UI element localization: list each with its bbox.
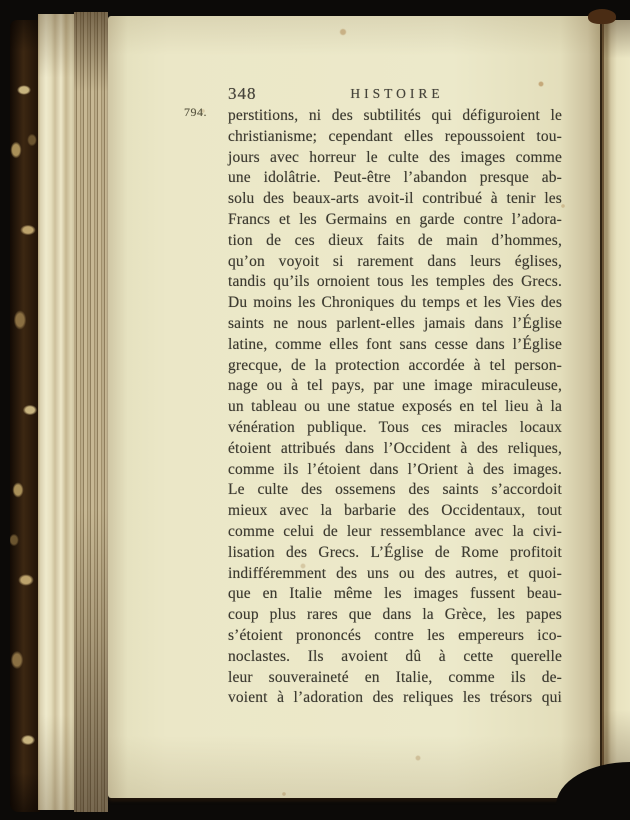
left-page — [108, 16, 600, 798]
body-text — [228, 106, 562, 709]
text-line: lisation des Grecs. L’Église de Rome profitoit — [228, 543, 562, 561]
text-line: voient à l’adoration des reliques les trésors qui — [228, 689, 562, 707]
text-line: qu’on voyoit si rarement dans leurs églises, — [228, 252, 562, 270]
text-line: comme ils l’étoient dans l’Orient à des images. — [228, 460, 562, 478]
page-headline — [228, 84, 562, 104]
text-line: une idolâtrie. Peut-être l’abandon presque ab- — [228, 169, 562, 187]
text-line: coup plus rares que dans la Grèce, les papes — [228, 606, 562, 624]
text-line: Le culte des ossemens des saints s’accordoit — [228, 481, 562, 499]
text-line: solu des beaux-arts avoit-il contribué à tenir les — [228, 190, 562, 208]
binding-corner — [588, 9, 616, 24]
text-line: leur souveraineté en Italie, comme ils de- — [228, 668, 562, 686]
text-line: grecque, de la protection accordée à tel person- — [228, 356, 562, 374]
text-column — [228, 84, 562, 709]
text-line: étoient attribués dans l’Occident à des reliques, — [228, 439, 562, 457]
page-edge-stack — [74, 12, 108, 812]
page-fore-edges — [38, 14, 74, 810]
running-header: HISTOIRE — [350, 86, 444, 101]
marbled-spine-edge — [10, 20, 40, 812]
text-line: tandis qu’ils ornoient tous les temples des Grecs. — [228, 273, 562, 291]
text-line: jours avec horreur le culte des images comme — [228, 148, 562, 166]
text-line: noclastes. Ils avoient dû à cette querelle — [228, 647, 562, 665]
margin-note: 794. — [184, 105, 207, 119]
text-line: indifféremment des uns ou des autres, et quoi- — [228, 564, 562, 582]
right-page-sliver — [600, 20, 630, 786]
text-line: nage ou à tel pays, par une image miraculeuse, — [228, 377, 562, 395]
text-line: latine, comme elles font sans cesse dans l’Église — [228, 335, 562, 353]
text-line: s’étoient prononcés contre les empereurs ico- — [228, 626, 562, 644]
text-line: que en Italie même les images fussent beau- — [228, 585, 562, 603]
text-line: Du moins les Chroniques du temps et les Vies des — [228, 294, 562, 312]
text-line: tion de ces dieux faits de main d’hommes, — [228, 231, 562, 249]
text-line: un tableau ou une statue exposés en tel lieu à la — [228, 398, 562, 416]
text-line: Francs et les Germains en garde contre l’adora- — [228, 210, 562, 228]
text-line: saints ne nous parlent-elles jamais dans l’Église — [228, 314, 562, 332]
text-line: mieux avec la barbarie des Occidentaux, tout — [228, 502, 562, 520]
text-line: perstitions, ni des subtilités qui défiguroient le — [228, 107, 562, 124]
folio-number: 348 — [228, 84, 257, 103]
text-line: christianisme; cependant elles repoussoient tou- — [228, 127, 562, 145]
text-line: vénération publique. Tous ces miracles locaux — [228, 418, 562, 436]
text-line: comme celui de leur ressemblance avec la civi- — [228, 522, 562, 540]
